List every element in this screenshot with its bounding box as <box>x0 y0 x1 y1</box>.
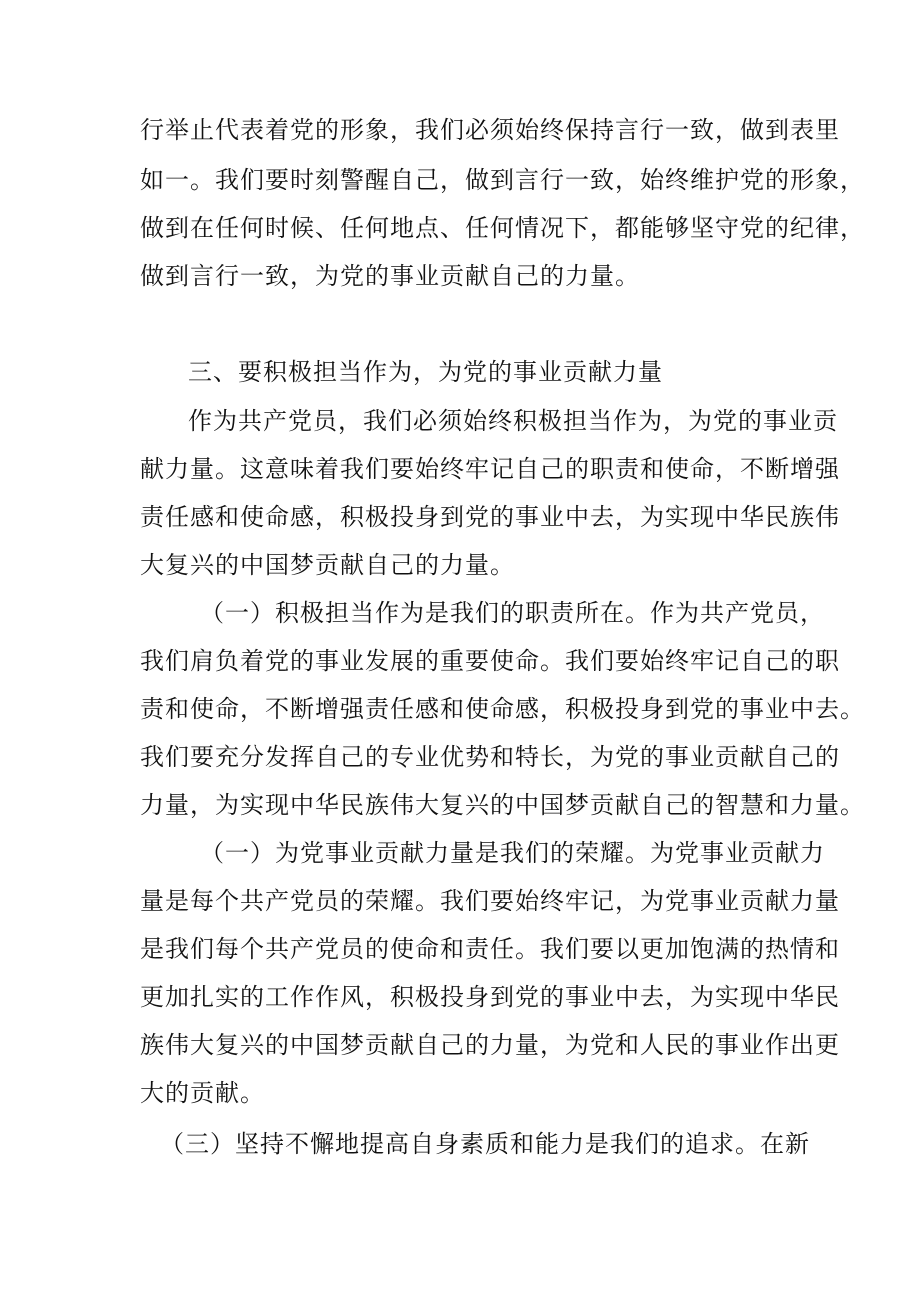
text-line: 做到言行一致，为党的事业贡献自己的力量。 <box>140 262 640 290</box>
text-line: 责和使命，不断增强责任感和使命感，积极投身到党的事业中去。 <box>140 695 865 723</box>
text-line: 作为共产党员，我们必须始终积极担当作为，为党的事业贡 <box>188 407 838 435</box>
subsection-line: （一）积极担当作为是我们的职责所在。作为共产党员， <box>200 599 825 627</box>
text-line: 我们要充分发挥自己的专业优势和特长，为党的事业贡献自己的 <box>140 743 840 771</box>
text-line: 力量，为实现中华民族伟大复兴的中国梦贡献自己的智慧和力量。 <box>140 791 865 819</box>
subsection-line: （一）为党事业贡献力量是我们的荣耀。为党事业贡献力 <box>200 839 825 867</box>
text-line: 族伟大复兴的中国梦贡献自己的力量，为党和人民的事业作出更 <box>140 1031 840 1059</box>
text-line: 责任感和使命感，积极投身到党的事业中去，为实现中华民族伟 <box>140 503 840 531</box>
text-line: 更加扎实的工作作风，积极投身到党的事业中去，为实现中华民 <box>140 983 840 1011</box>
text-line: 如一。我们要时刻警醒自己，做到言行一致，始终维护党的形象， <box>140 166 865 194</box>
section-heading: 三、要积极担当作为，为党的事业贡献力量 <box>188 358 663 386</box>
text-line: 量是每个共产党员的荣耀。我们要始终牢记，为党事业贡献力量 <box>140 887 840 915</box>
text-line: 献力量。这意味着我们要始终牢记自己的职责和使命，不断增强 <box>140 455 840 483</box>
text-line: 行举止代表着党的形象，我们必须始终保持言行一致，做到表里 <box>140 116 840 144</box>
text-line: 我们肩负着党的事业发展的重要使命。我们要始终牢记自己的职 <box>140 647 840 675</box>
text-line: 大的贡献。 <box>140 1079 265 1107</box>
text-line: 做到在任何时候、任何地点、任何情况下，都能够坚守党的纪律， <box>140 214 865 242</box>
text-line: 是我们每个共产党员的使命和责任。我们要以更加饱满的热情和 <box>140 935 840 963</box>
subsection-line: （三）坚持不懈地提高自身素质和能力是我们的追求。在新 <box>160 1130 810 1158</box>
text-line: 大复兴的中国梦贡献自己的力量。 <box>140 551 515 579</box>
